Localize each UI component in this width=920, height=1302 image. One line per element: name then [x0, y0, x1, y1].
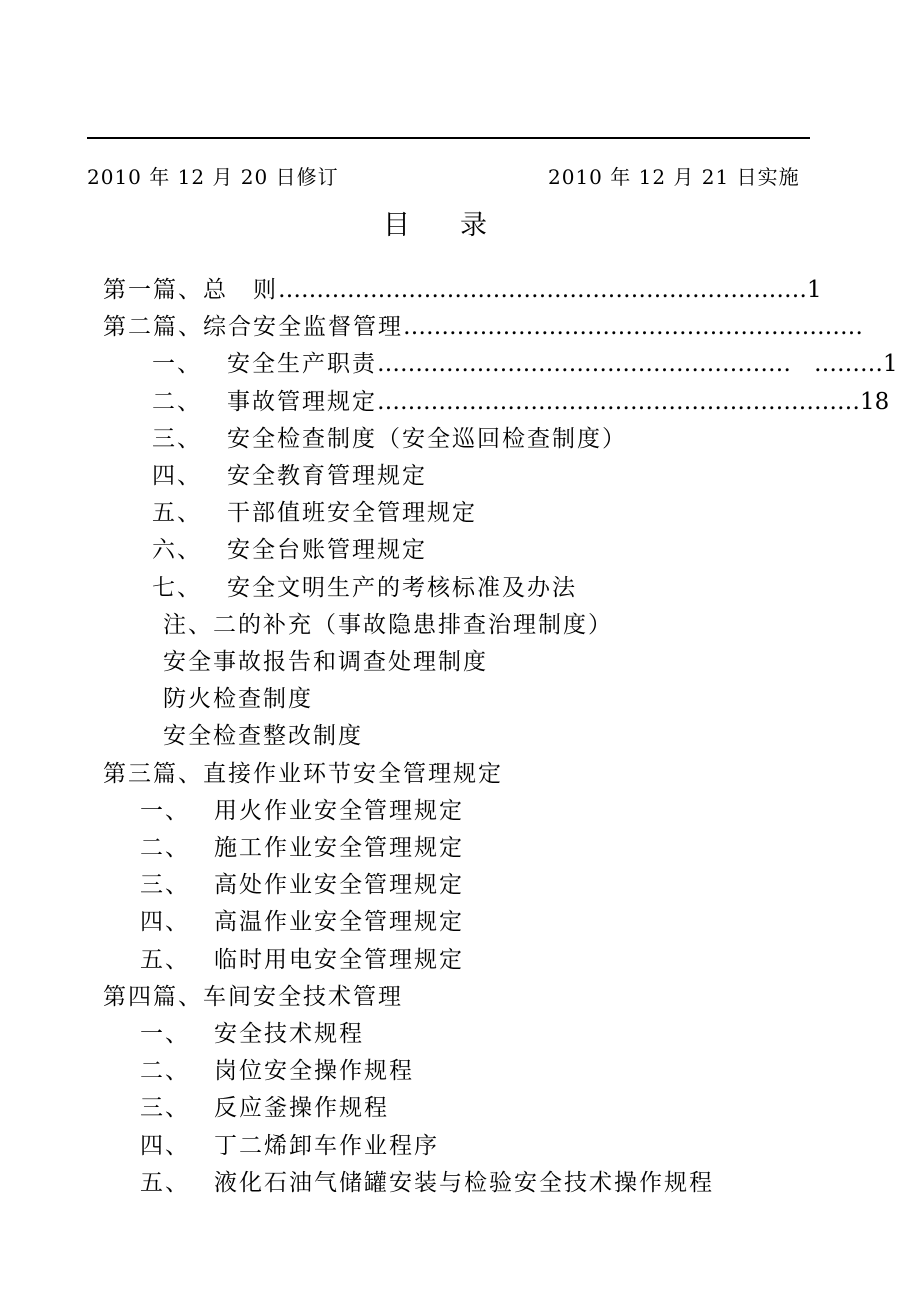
toc-entry-title: 安全台账管理规定: [227, 537, 427, 564]
toc-entry-title: 岗位安全操作规程: [214, 1058, 414, 1085]
toc-entry-title: 反应釜操作规程: [214, 1095, 389, 1122]
toc-entry-number: 一、: [140, 1021, 190, 1047]
toc-entry-title: 防火检查制度: [163, 686, 313, 713]
toc-entry-page: 1: [807, 277, 822, 303]
toc-entry: [140, 1128, 439, 1165]
toc-entry-title: 事故管理规定: [227, 388, 377, 415]
toc-entry: [103, 309, 863, 346]
toc-entry: [152, 421, 627, 458]
toc-entry-leader: ………………………………………………………: [377, 388, 860, 415]
toc-entry-title: 丁二烯卸车作业程序: [214, 1132, 439, 1159]
toc-entry: [163, 718, 363, 755]
toc-entry: [140, 830, 464, 867]
toc-entry-number: 七、: [152, 574, 202, 601]
toc-entry-number: 二、: [140, 835, 190, 861]
toc-entry-number: 二、: [152, 388, 202, 415]
toc-entry-leader: ……………………………………………………………: [278, 277, 807, 303]
toc-entry: [103, 272, 822, 309]
toc-entry: [140, 904, 464, 941]
toc-entry-number: 二、: [140, 1058, 190, 1085]
toc-entry: [152, 346, 898, 383]
toc-entry: [163, 681, 313, 718]
toc-entry: [152, 458, 427, 495]
toc-entry-title: 安全文明生产的考核标准及办法: [227, 574, 577, 601]
toc-entry: [152, 495, 477, 532]
toc-entry-leader: ……………………………………………………: [403, 314, 863, 341]
toc-entry-title: 高温作业安全管理规定: [214, 909, 464, 936]
toc-entry-title: 第四篇、车间安全技术管理: [103, 983, 403, 1010]
toc-entry: [140, 1090, 389, 1127]
toc-entry-number: 三、: [152, 425, 202, 452]
toc-entry-number: 五、: [140, 946, 190, 973]
toc-entry-page: 1: [883, 351, 898, 378]
toc-entry: [140, 867, 464, 904]
toc-entry-number: 一、: [140, 797, 190, 824]
toc-entry-title: 第三篇、直接作业环节安全管理规定: [103, 760, 503, 787]
toc-entry-number: 一、: [152, 351, 202, 378]
toc-entry-number: 三、: [140, 1095, 190, 1122]
toc-entry: [140, 942, 464, 979]
toc-entry-title: 安全检查整改制度: [163, 723, 363, 750]
toc-entry: [163, 644, 488, 681]
toc-entry-number: 五、: [152, 500, 202, 527]
toc-entry-title: 干部值班安全管理规定: [227, 500, 477, 527]
toc-entry-number: 三、: [140, 872, 190, 899]
toc-entry-title: 安全教育管理规定: [227, 463, 427, 489]
toc-entry: [152, 570, 577, 607]
toc-entry-number: 六、: [152, 537, 202, 564]
toc-entry-number: 四、: [140, 1132, 190, 1159]
toc-entry: [103, 756, 503, 793]
toc-entry-number: 四、: [140, 909, 190, 936]
toc-entry-number: 五、: [140, 1169, 190, 1196]
toc-entry-title: 安全检查制度（安全巡回检查制度）: [227, 425, 627, 452]
toc-entry-leader: ……………………………………………… ………: [377, 351, 883, 378]
toc-entry-title: 施工作业安全管理规定: [214, 835, 464, 861]
toc-entry-number: 四、: [152, 463, 202, 489]
toc-entry: [163, 607, 613, 644]
toc-entry-title: 高处作业安全管理规定: [214, 872, 464, 899]
revised-date: 2010 年 12 月 20 日修订: [87, 165, 339, 189]
toc-entry: [103, 979, 403, 1016]
toc-entry-page: 18: [860, 388, 890, 415]
toc-entry: [140, 1165, 714, 1202]
toc-entry-title: 液化石油气储罐安装与检验安全技术操作规程: [214, 1169, 714, 1196]
toc-entry: [140, 1016, 364, 1053]
toc-entry-title: 第二篇、综合安全监督管理: [103, 314, 403, 341]
toc-entry-title: 注、二的补充（事故隐患排查治理制度）: [163, 611, 613, 638]
toc-entry: [152, 532, 427, 569]
effective-date: 2010 年 12 月 21 日实施: [548, 165, 800, 189]
toc-entry-title: 安全生产职责: [227, 351, 377, 378]
toc-title: 目录: [383, 210, 537, 241]
toc-entry-title: 用火作业安全管理规定: [214, 797, 464, 824]
header-rule: [87, 137, 810, 139]
toc-entry-title: 临时用电安全管理规定: [214, 946, 464, 973]
toc-entry: [152, 384, 889, 421]
toc-entry-title: 第一篇、总 则: [103, 277, 278, 303]
toc-entry: [140, 1053, 414, 1090]
toc-entry: [140, 793, 464, 830]
toc-entry-title: 安全事故报告和调查处理制度: [163, 649, 488, 675]
toc-entry-title: 安全技术规程: [214, 1021, 364, 1047]
